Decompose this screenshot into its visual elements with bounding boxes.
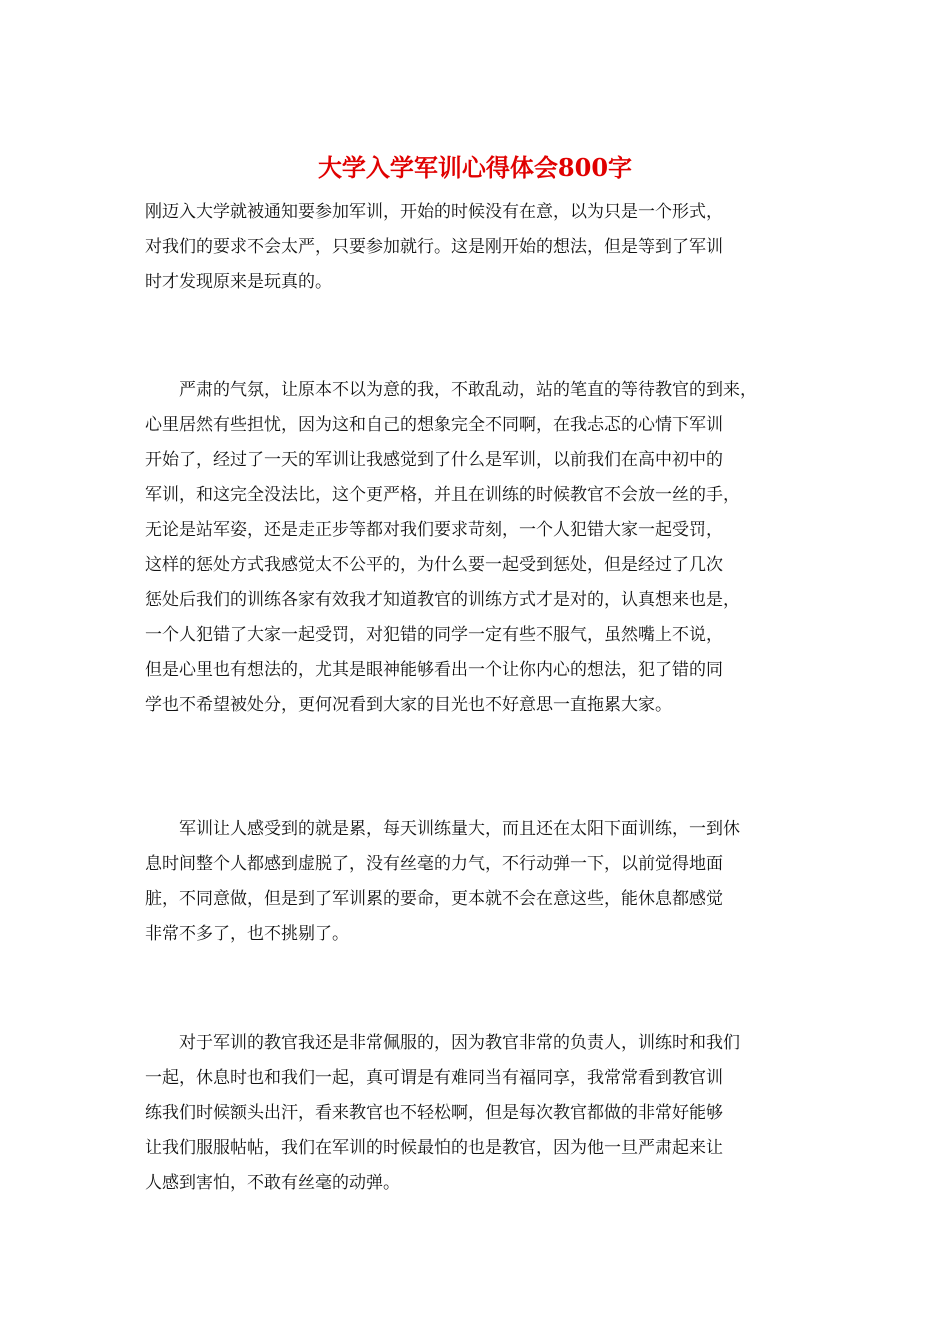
paragraph-line: 非常不多了，也不挑剔了。 <box>145 924 349 944</box>
paragraph-line: 但是心里也有想法的，尤其是眼神能够看出一个让你内心的想法，犯了错的同 <box>145 660 723 680</box>
paragraph-line: 这样的惩处方式我感觉太不公平的，为什么要一起受到惩处，但是经过了几次 <box>145 555 723 575</box>
paragraph-line: 脏，不同意做，但是到了军训累的要命，更本就不会在意这些，能休息都感觉 <box>145 889 723 909</box>
paragraph-line: 一起，休息时也和我们一起，真可谓是有难同当有福同享，我常常看到教官训 <box>145 1068 723 1088</box>
paragraph-line: 息时间整个人都感到虚脱了，没有丝毫的力气，不行动弹一下，以前觉得地面 <box>145 854 723 874</box>
paragraph-line: 练我们时候额头出汗，看来教官也不轻松啊，但是每次教官都做的非常好能够 <box>145 1103 723 1123</box>
paragraph-line: 开始了，经过了一天的军训让我感觉到了什么是军训，以前我们在高中初中的 <box>145 450 723 470</box>
paragraph-3 <box>145 812 815 952</box>
paragraph-2 <box>145 373 815 723</box>
paragraph-1 <box>145 195 815 300</box>
paragraph-line: 严肃的气氛，让原本不以为意的我，不敢乱动，站的笔直的等待教官的到来， <box>145 380 757 400</box>
paragraph-line: 一个人犯错了大家一起受罚，对犯错的同学一定有些不服气，虽然嘴上不说， <box>145 625 723 645</box>
paragraph-line: 让我们服服帖帖，我们在军训的时候最怕的也是教官，因为他一旦严肃起来让 <box>145 1138 723 1158</box>
paragraph-line: 学也不希望被处分，更何况看到大家的目光也不好意思一直拖累大家。 <box>145 695 672 715</box>
paragraph-4 <box>145 1026 815 1201</box>
paragraph-line: 对我们的要求不会太严，只要参加就行。这是刚开始的想法，但是等到了军训 <box>145 237 723 257</box>
paragraph-line: 人感到害怕，不敢有丝毫的动弹。 <box>145 1173 400 1193</box>
paragraph-line: 刚迈入大学就被通知要参加军训，开始的时候没有在意，以为只是一个形式， <box>145 202 723 222</box>
paragraph-line: 心里居然有些担忧，因为这和自己的想象完全不同啊，在我忐忑的心情下军训 <box>145 415 723 435</box>
paragraph-line: 军训让人感受到的就是累，每天训练量大，而且还在太阳下面训练，一到休 <box>145 819 740 839</box>
document-title: 大学入学军训心得体会800字 <box>317 153 633 182</box>
paragraph-line: 对于军训的教官我还是非常佩服的，因为教官非常的负责人，训练时和我们 <box>145 1033 740 1053</box>
paragraph-line: 时才发现原来是玩真的。 <box>145 272 332 292</box>
paragraph-line: 惩处后我们的训练各家有效我才知道教官的训练方式才是对的，认真想来也是， <box>145 590 740 610</box>
paragraph-line: 无论是站军姿，还是走正步等都对我们要求苛刻，一个人犯错大家一起受罚， <box>145 520 723 540</box>
paragraph-line: 军训，和这完全没法比，这个更严格，并且在训练的时候教官不会放一丝的手， <box>145 485 740 505</box>
